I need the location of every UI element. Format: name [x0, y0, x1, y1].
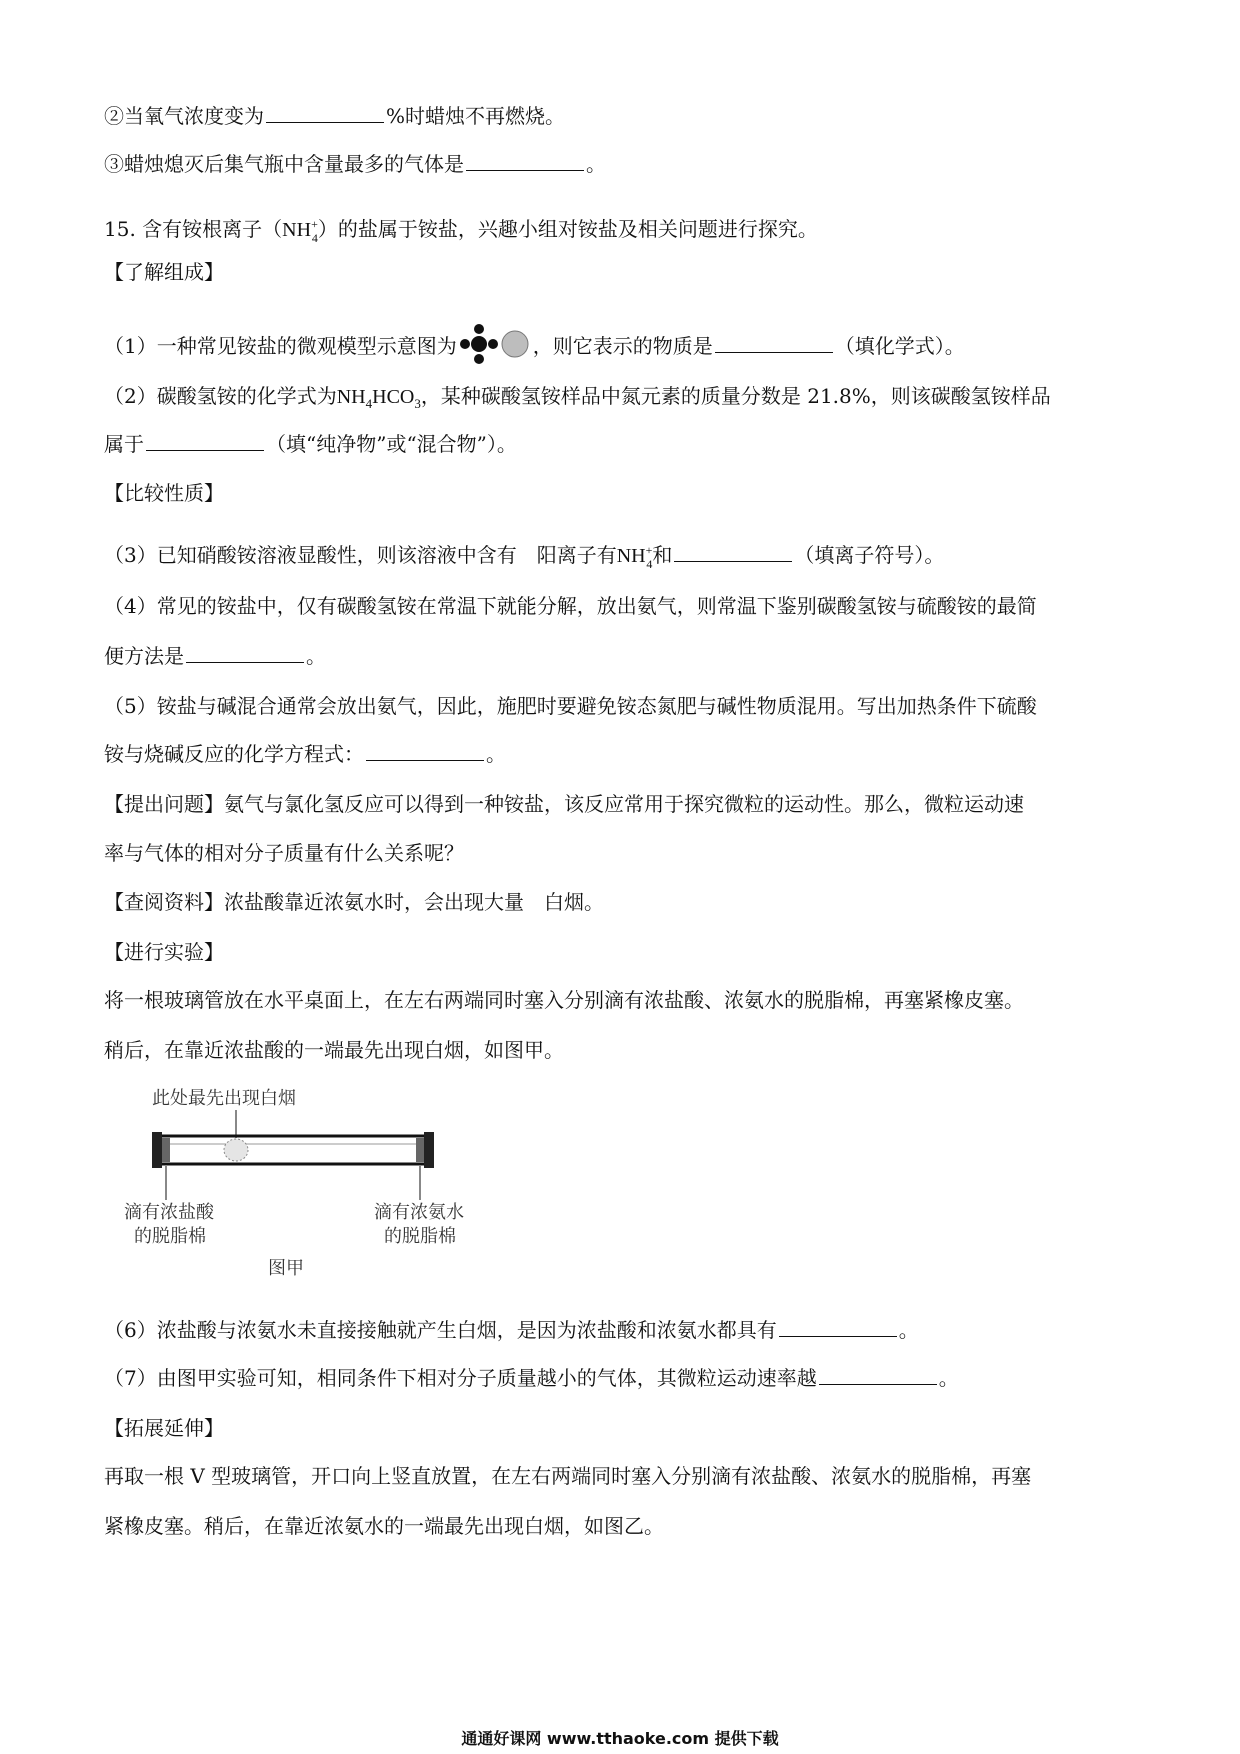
section-heading: 【拓展延伸】 — [104, 1416, 224, 1440]
text: ②当氧气浓度变为 — [104, 104, 264, 128]
p2-line — [104, 382, 1051, 418]
extension-line: 紧橡皮塞。稍后，在靠近浓氨水的一端最先出现白烟，如图乙。 — [104, 1514, 664, 1538]
section-heading: 【比较性质】 — [104, 481, 224, 505]
text: 。 — [486, 742, 506, 766]
p6-line — [104, 1316, 919, 1344]
right-cotton — [416, 1138, 424, 1162]
answer-blank — [779, 1316, 897, 1337]
answer-blank — [266, 102, 384, 123]
answer-blank — [186, 642, 304, 663]
text: 和 — [652, 543, 673, 567]
text: 便方法是 — [104, 644, 184, 668]
text: （填离子符号）。 — [794, 543, 945, 567]
text: ）的盐属于铵盐，兴趣小组对铵盐及相关问题进行探究。 — [317, 217, 818, 241]
reference-line: 【查阅资料】浓盐酸靠近浓氨水时，会出现大量 白烟。 — [104, 890, 604, 914]
q14-3-line — [104, 150, 606, 178]
text: ，则它表示的物质是 — [532, 334, 713, 358]
p2b-line — [104, 430, 517, 458]
left-cotton — [162, 1138, 170, 1162]
answer-blank — [146, 430, 264, 451]
text: ③蜡烛熄灭后集气瓶中含量最多的气体是 — [104, 152, 464, 176]
q14-2-line — [104, 102, 565, 130]
figure-caption: 图甲 — [268, 1258, 304, 1279]
text: ，某种碳酸氢铵样品中氮元素的质量分数是 21.8%，则该碳酸氢铵样品 — [420, 384, 1051, 408]
text: 15. 含有铵根离子（ — [104, 217, 283, 241]
text: （3）已知硝酸铵溶液显酸性，则该溶液中含有 阳离子有 — [104, 543, 617, 567]
p4b-line — [104, 642, 326, 670]
text: 属于 — [104, 432, 144, 456]
ammonium-ion-formula: $NH^+_4$ — [616, 543, 653, 571]
section-heading: 【进行实验】 — [104, 940, 224, 964]
ammonium-ion-formula: $NH^+_4$ — [282, 217, 318, 245]
figure-top-label: 此处最先出现白烟 — [152, 1088, 296, 1109]
answer-blank — [819, 1364, 937, 1385]
p3-line — [104, 536, 944, 578]
answer-blank — [366, 740, 484, 761]
text: 铵与烧碱反应的化学方程式： — [104, 742, 364, 766]
text: （2）碳酸氢铵的化学式为 — [104, 384, 337, 408]
extension-line: 再取一根 V 型玻璃管，开口向上竖直放置，在左右两端同时塞入分别滴有浓盐酸、浓氨水的脱脂棉，再塞 — [104, 1464, 1032, 1488]
section-heading: 【了解组成】 — [104, 260, 224, 284]
text: 。 — [938, 1366, 959, 1390]
white-smoke-icon — [224, 1139, 248, 1161]
text: %时蜡烛不再燃烧。 — [386, 104, 566, 128]
question-line: 率与气体的相对分子质量有什么关系呢？ — [104, 841, 464, 865]
p7-line — [104, 1364, 959, 1392]
right-stopper — [424, 1132, 434, 1168]
text: 。 — [586, 152, 606, 176]
experiment-line: 稍后，在靠近浓盐酸的一端最先出现白烟，如图甲。 — [104, 1038, 564, 1062]
p1-line — [104, 322, 965, 373]
text: （6）浓盐酸与浓氨水未直接接触就产生白烟，是因为浓盐酸和浓氨水都具有 — [104, 1318, 777, 1342]
left-label-line1: 滴有浓盐酸 — [124, 1202, 214, 1223]
text: （填化学式）。 — [834, 334, 965, 358]
question-line: 【提出问题】氨气与氯化氢反应可以得到一种铵盐，该反应常用于探究微粒的运动性。那么，微粒运动速 — [104, 792, 1024, 816]
answer-blank — [466, 150, 584, 171]
text: 。 — [898, 1318, 919, 1342]
right-label-line1: 滴有浓氨水 — [374, 1202, 464, 1223]
q15-stem — [104, 210, 818, 252]
text: 。 — [306, 644, 326, 668]
left-stopper — [152, 1132, 162, 1168]
text: （填“纯净物”或“混合物”）。 — [266, 432, 517, 456]
right-label-line2: 的脱脂棉 — [384, 1226, 456, 1247]
text: （1）一种常见铵盐的微观模型示意图为 — [104, 334, 457, 358]
p4a-line: （4）常见的铵盐中，仅有碳酸氢铵在常温下就能分解，放出氨气，则常温下鉴别碳酸氢铵与硫酸铵的最简 — [104, 594, 1037, 618]
footer-watermark: 通通好课网 www.tthaoke.com 提供下载 — [461, 1729, 779, 1748]
figure-glass-tube — [124, 1082, 484, 1286]
experiment-line: 将一根玻璃管放在水平桌面上，在左右两端同时塞入分别滴有浓盐酸、浓氨水的脱脂棉，再塞紧橡皮塞。 — [104, 988, 1024, 1012]
answer-blank — [674, 541, 792, 562]
ammonium-bicarbonate-formula: $NH_4HCO_3$ — [336, 386, 421, 411]
p5a-line: （5）铵盐与碱混合通常会放出氨气，因此，施肥时要避免铵态氮肥与碱性物质混用。写出加热条件下硫酸 — [104, 694, 1037, 718]
answer-blank — [715, 332, 833, 353]
p5b-line — [104, 740, 506, 768]
left-label-line2: 的脱脂棉 — [134, 1226, 206, 1247]
text: （7）由图甲实验可知，相同条件下相对分子质量越小的气体，其微粒运动速率越 — [104, 1366, 817, 1390]
molecule-model-icon — [457, 322, 533, 373]
